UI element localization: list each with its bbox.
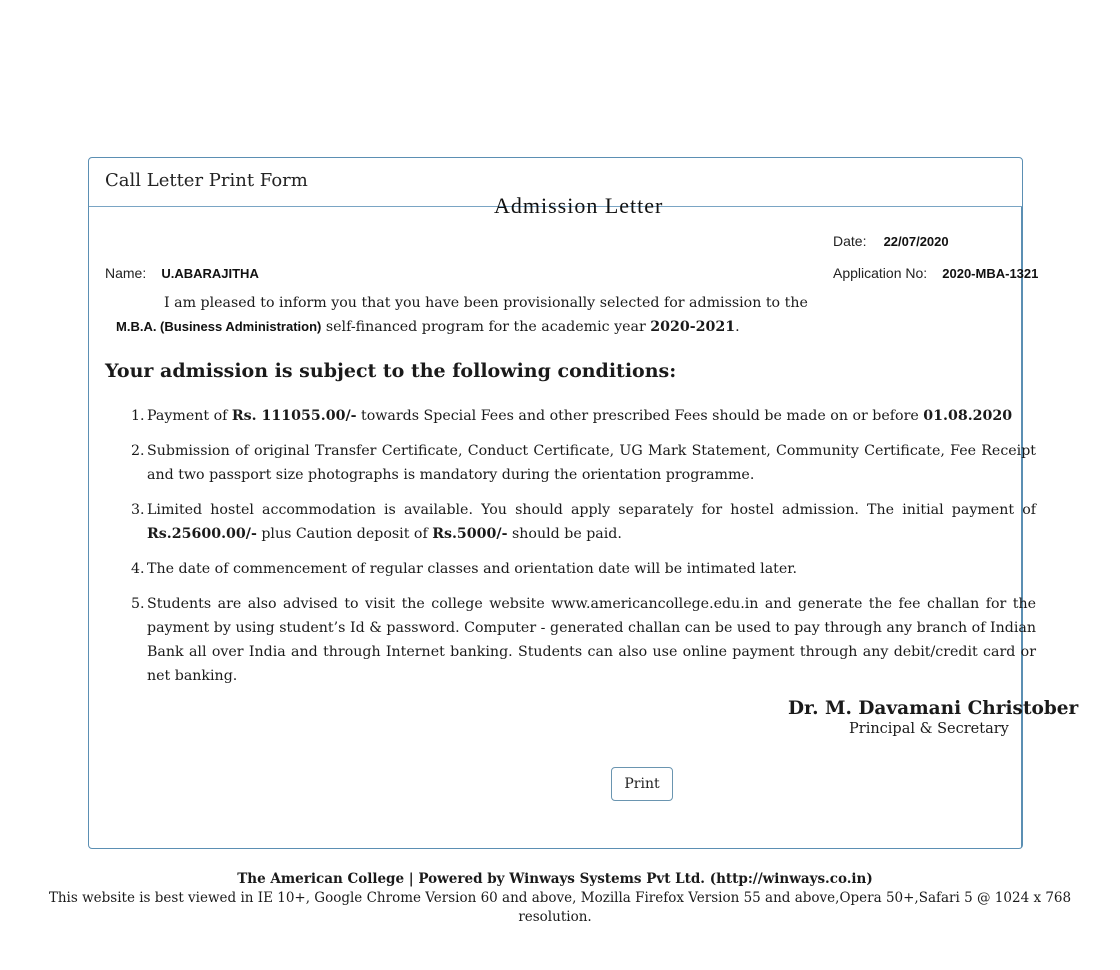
application-no-label: Application No: [833, 265, 928, 281]
footer-browser-note: This website is best viewed in IE 10+, Google Chrome Version 60 and above, Mozilla Firefox Version 55 and above,Opera 50+,Safari 5 @ 1024 x 768 [48, 890, 1072, 906]
footer-credits: The American College | Powered by Winways Systems Pvt Ltd. (http://winways.co.in) [237, 871, 873, 887]
condition-item: 3. Limited hostel accommodation is available. You should apply separately for hostel admission. The initial payment of Rs.25600.00/- plus Caution deposit of Rs.5000/- should be paid. [131, 502, 1036, 542]
name-field [105, 263, 259, 282]
name-label: Name: [105, 265, 147, 281]
condition-item: 4. The date of commencement of regular classes and orientation date will be intimated later. [131, 561, 798, 577]
condition-item: 5. Students are also advised to visit the college website www.americancollege.edu.in and generate the fee challan for the payment by using student’s Id & password. Computer - generated challan can be used to pay through any branch of Indian Bank all over India and through Internet banking. Students can also use online payment through any debit/credit card or net banking. [131, 596, 1036, 684]
conditions-list [131, 404, 1036, 699]
condition-item: 1. Payment of Rs. 111055.00/- towards Special Fees and other prescribed Fees should be made on or before 01.08.2020 [131, 408, 1013, 424]
panel-title: Call Letter Print Form [105, 170, 308, 191]
date-value: 22/07/2020 [883, 234, 949, 249]
intro-line-1: I am pleased to inform you that you have been provisionally selected for admission to the [164, 295, 808, 311]
application-no-value: 2020-MBA-1321 [942, 266, 1039, 281]
academic-year: 2020-2021 [650, 319, 736, 335]
intro-line-2: M.B.A. (Business Administration) self-financed program for the academic year 2020-2021. [116, 319, 740, 335]
signatory-name: Dr. M. Davamani Christober [788, 698, 1079, 719]
admission-letter-heading: Admission Letter [494, 193, 664, 218]
condition-item: 2. Submission of original Transfer Certificate, Conduct Certificate, UG Mark Statement, Community Certificate, Fee Receipt and two passport size photographs is mandatory during the orientation programme. [131, 443, 1036, 483]
print-button[interactable]: Print [611, 767, 673, 801]
signatory-title: Principal & Secretary [849, 721, 1009, 737]
name-value: U.ABARAJITHA [161, 266, 259, 281]
conditions-heading: Your admission is subject to the following conditions: [105, 360, 677, 382]
footer-resolution: resolution. [518, 909, 592, 925]
program-name: M.B.A. (Business Administration) [116, 319, 322, 334]
date-field [833, 231, 949, 250]
application-no-field [833, 263, 1038, 282]
date-label: Date: [833, 233, 867, 249]
